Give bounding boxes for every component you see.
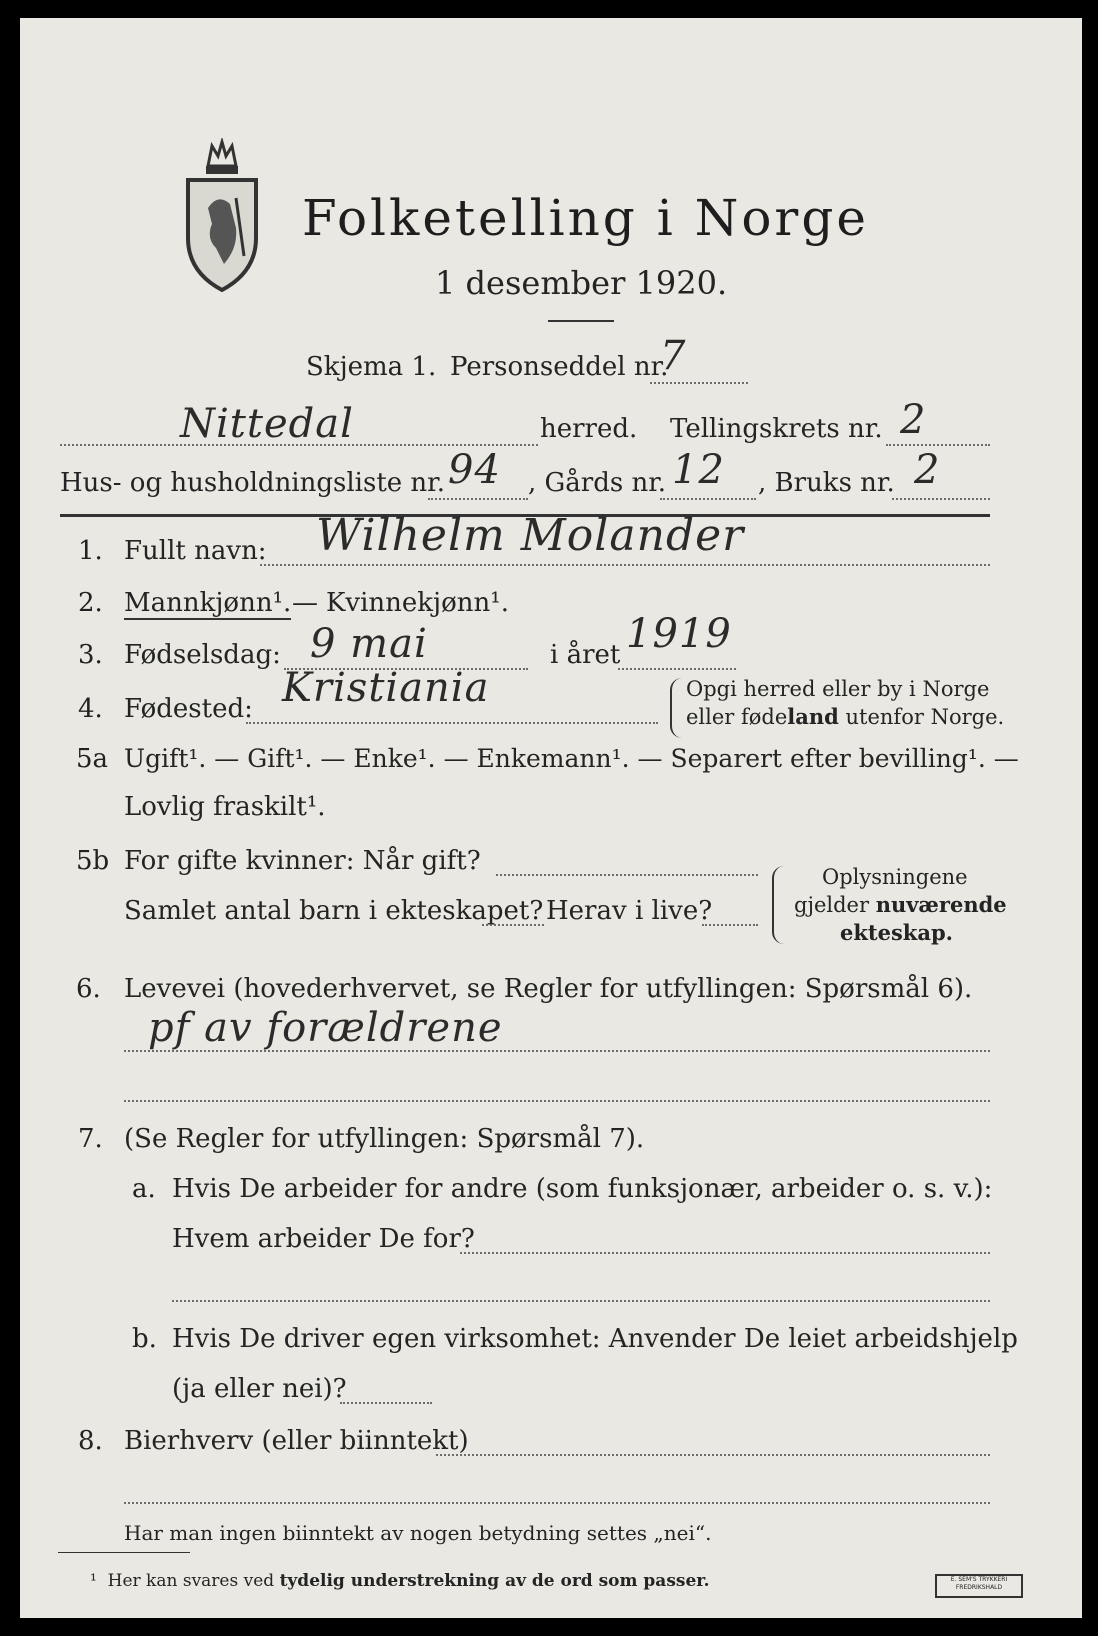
footnote-text-b: tydelig understrekning av de ord som passer. [279, 1571, 710, 1591]
gender-separator: — [292, 588, 318, 618]
q7a-line1: Hvis De arbeider for andre (som funksjonær, arbeider o. s. v.): [172, 1174, 993, 1204]
q1-line [260, 564, 990, 566]
side-income-line-1 [436, 1454, 990, 1456]
husliste-line [428, 498, 528, 500]
q8-number: 8. [78, 1426, 103, 1456]
children-label: Samlet antal barn i ekteskapet? [124, 896, 544, 926]
marriage-note-line2 [794, 892, 1007, 918]
husliste-label: Hus- og husholdningsliste nr. [60, 468, 446, 498]
birthplace-value[interactable]: Kristiania [282, 665, 490, 711]
q7b-line1: Hvis De driver egen virksomhet: Anvender De leiet arbeidshjelp [172, 1324, 1018, 1354]
birthyear-label: i året [550, 640, 621, 670]
q5a-number: 5a [76, 744, 109, 774]
q8-label: Bierhverv (eller biinntekt) [124, 1426, 469, 1456]
q6-number: 6. [76, 974, 101, 1004]
q5b-label: For gifte kvinner: Når gift? [124, 846, 481, 876]
employer-line-1 [460, 1252, 990, 1254]
q7-label: (Se Regler for utfyllingen: Spørsmål 7). [124, 1124, 645, 1154]
tellingskrets-value[interactable]: 2 [900, 397, 927, 443]
birthyear-line [618, 668, 736, 670]
personseddel-value[interactable]: 7 [660, 333, 687, 379]
alive-label: Herav i live? [546, 896, 713, 926]
full-name-value[interactable]: Wilhelm Molander [316, 510, 745, 561]
birthplace-note-line1: Opgi herred eller by i Norge [686, 677, 990, 701]
gards-value[interactable]: 12 [672, 447, 725, 493]
bruks-line [892, 498, 990, 500]
marriage-note-b: nuværende [875, 892, 1007, 917]
birthdate-value[interactable]: 9 mai [310, 621, 428, 667]
herred-label: herred. [540, 414, 638, 444]
marital-status-divorced[interactable]: Lovlig fraskilt¹. [124, 792, 326, 822]
marital-status-options[interactable]: Ugift¹. — Gift¹. — Enke¹. — Enkemann¹. — Separert efter bevilling¹. — [124, 744, 1019, 773]
marriage-note-a: gjelder [794, 893, 876, 917]
q7a-letter: a. [132, 1174, 156, 1204]
marriage-note-line1: Oplysningene [822, 865, 968, 889]
q7b-letter: b. [132, 1324, 157, 1354]
birthplace-line [246, 722, 658, 724]
personseddel-line [650, 382, 748, 384]
occupation-line-2 [124, 1100, 990, 1102]
gender-male-label: Mannkjønn¹. [124, 588, 292, 618]
footnote-rule [58, 1552, 190, 1553]
herred-value[interactable]: Nittedal [180, 401, 354, 447]
birthplace-note-brace [670, 678, 682, 738]
q1-label: Fullt navn: [124, 536, 267, 566]
hired-help-line [340, 1402, 432, 1404]
husliste-value[interactable]: 94 [448, 447, 501, 493]
birthplace-note-line2 [686, 704, 1004, 730]
birthplace-note-b: land [787, 704, 839, 729]
q2-number: 2. [78, 588, 103, 618]
employer-line-2 [172, 1300, 990, 1302]
alive-line [702, 924, 758, 926]
q4-label: Fødested: [124, 694, 253, 724]
printer-stamp-line1: E. SEM'S TRYKKERI [950, 1576, 1008, 1583]
birthplace-note-a: eller føde [686, 705, 788, 729]
gards-line [660, 498, 756, 500]
marriage-note-brace [772, 866, 784, 944]
printer-stamp-line2: FREDRIKSHALD [955, 1584, 1003, 1591]
marriage-note-c: ekteskap. [840, 920, 953, 945]
side-income-note: Har man ingen biinntekt av nogen betydning settes „nei“. [124, 1521, 712, 1545]
q3-label: Fødselsdag: [124, 640, 281, 670]
bruks-value[interactable]: 2 [914, 447, 941, 493]
q7a-line2: Hvem arbeider De for? [172, 1224, 475, 1254]
title-divider [548, 320, 614, 322]
gards-label: , Gårds nr. [528, 468, 667, 498]
printer-stamp [935, 1574, 1023, 1598]
q7-number: 7. [78, 1124, 103, 1154]
footnote [90, 1570, 710, 1592]
gender-male-option[interactable] [124, 588, 291, 618]
census-date: 1 desember 1920. [435, 264, 728, 302]
side-income-line-2 [124, 1502, 990, 1504]
q1-number: 1. [78, 536, 103, 566]
coat-of-arms-icon [178, 138, 266, 292]
skjema-label: Skjema 1. [306, 352, 437, 382]
personseddel-label: Personseddel nr. [450, 352, 669, 382]
tellingskrets-label: Tellingskrets nr. [670, 414, 883, 444]
children-line [482, 924, 544, 926]
married-when-line [496, 874, 758, 876]
form-title: Folketelling i Norge [302, 189, 869, 247]
census-form [20, 18, 1082, 1618]
gender-female-option[interactable]: Kvinnekjønn¹. [326, 588, 509, 618]
marriage-note-line3 [840, 920, 953, 946]
footnote-mark: ¹ [90, 1571, 97, 1591]
q5b-number: 5b [76, 846, 110, 876]
footnote-text-a: Her kan svares ved [107, 1571, 280, 1591]
q4-number: 4. [78, 694, 103, 724]
birthplace-note-c: utenfor Norge. [838, 705, 1005, 729]
birthyear-value[interactable]: 1919 [626, 611, 732, 657]
q7b-line2: (ja eller nei)? [172, 1374, 347, 1404]
bruks-label: , Bruks nr. [758, 468, 895, 498]
tellingskrets-line [886, 444, 990, 446]
occupation-value[interactable]: pf av forældrene [148, 1005, 503, 1051]
q6-label: Levevei (hovederhvervet, se Regler for utfyllingen: Spørsmål 6). [124, 974, 973, 1004]
q3-number: 3. [78, 640, 103, 670]
